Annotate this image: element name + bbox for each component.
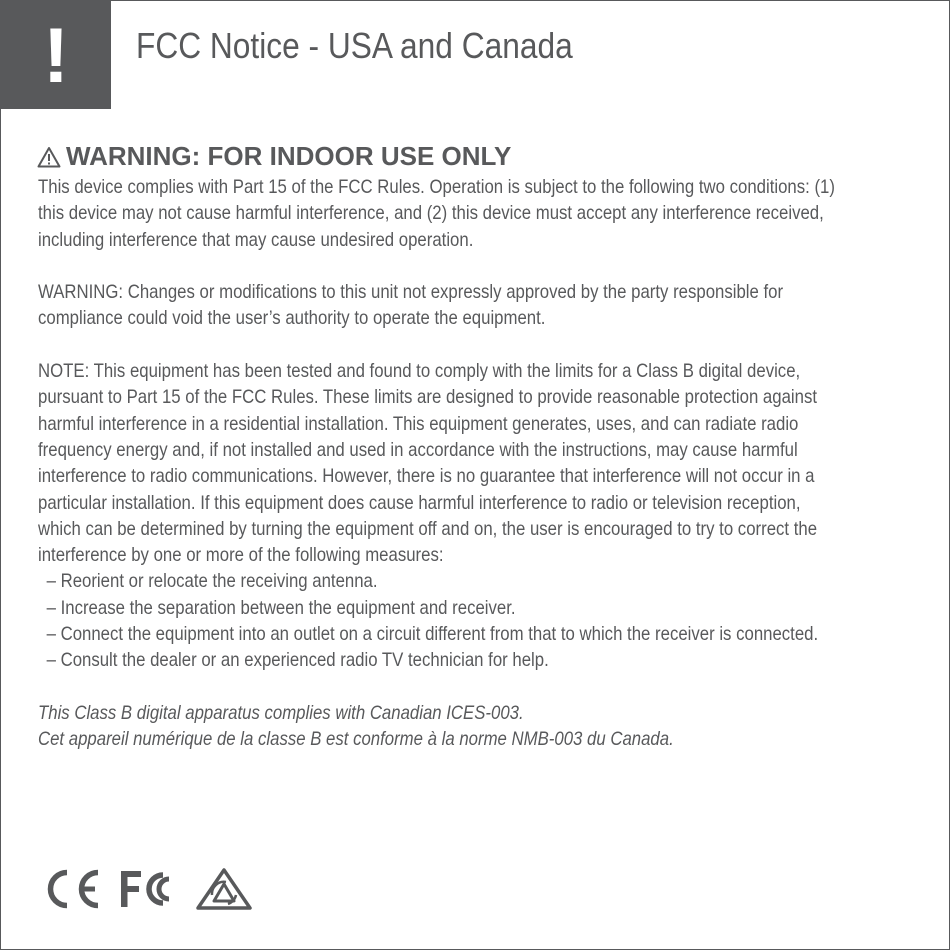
body-line: compliance could void the user’s authority to operate the equipment. — [38, 307, 546, 330]
exclamation-badge-icon — [1, 1, 111, 109]
measure-item: – Increase the separation between the equipment and receiver. — [46, 596, 516, 619]
badge-symbol: ! — [43, 11, 69, 99]
body-line: this device may not cause harmful interference, and (2) this device must accept any interference received, — [38, 202, 824, 225]
body-line: interference by one or more of the following measures: — [38, 544, 444, 567]
body-line: harmful interference in a residential installation. This equipment generates, uses, and can radiate radio — [38, 412, 799, 435]
measure-item: – Reorient or relocate the receiving antenna. — [46, 570, 378, 593]
paragraph-gap — [38, 674, 907, 700]
body-line: This device complies with Part 15 of the FCC Rules. Operation is subject to the following two conditions: (1) — [38, 176, 835, 198]
body-line: pursuant to Part 15 of the FCC Rules. These limits are designed to provide reasonable protection against — [38, 386, 818, 409]
body-line: including interference that may cause undesired operation. — [38, 228, 474, 251]
measure-item: – Connect the equipment into an outlet on a circuit different from that to which the receiver is connected. — [46, 623, 819, 646]
body-line: frequency energy and, if not installed and used in accordance with the instructions, may cause harmful — [38, 438, 798, 461]
warning-triangle-icon — [37, 146, 61, 168]
warning-heading — [37, 141, 511, 172]
ce-mark-icon — [41, 869, 103, 909]
fcc-mark-icon — [119, 869, 183, 909]
body-line: NOTE: This equipment has been tested and found to comply with the limits for a Class B digital device, — [38, 360, 801, 383]
notice-body — [38, 174, 907, 753]
paragraph-gap — [38, 253, 907, 279]
measure-item: – Consult the dealer or an experienced radio TV technician for help. — [46, 649, 549, 672]
body-line: particular installation. If this equipment does cause harmful interference to radio or television reception, — [38, 491, 801, 514]
body-line: WARNING: Changes or modifications to this unit not expressly approved by the party responsible for — [38, 281, 784, 304]
canada-statement-en: This Class B digital apparatus complies with Canadian ICES-003. — [38, 701, 524, 724]
warning-heading-text: WARNING: FOR INDOOR USE ONLY — [66, 141, 512, 171]
rcm-mark-icon — [195, 867, 253, 911]
page-title: FCC Notice - USA and Canada — [136, 25, 573, 66]
body-line: interference to radio communications. However, there is no guarantee that interference will not occur in a — [38, 465, 815, 488]
paragraph-gap — [38, 332, 907, 358]
body-line: which can be determined by turning the equipment off and on, the user is encouraged to try to correct the — [38, 517, 818, 540]
compliance-marks — [41, 865, 253, 913]
canada-statement-fr: Cet appareil numérique de la classe B est conforme à la norme NMB-003 du Canada. — [38, 728, 674, 751]
